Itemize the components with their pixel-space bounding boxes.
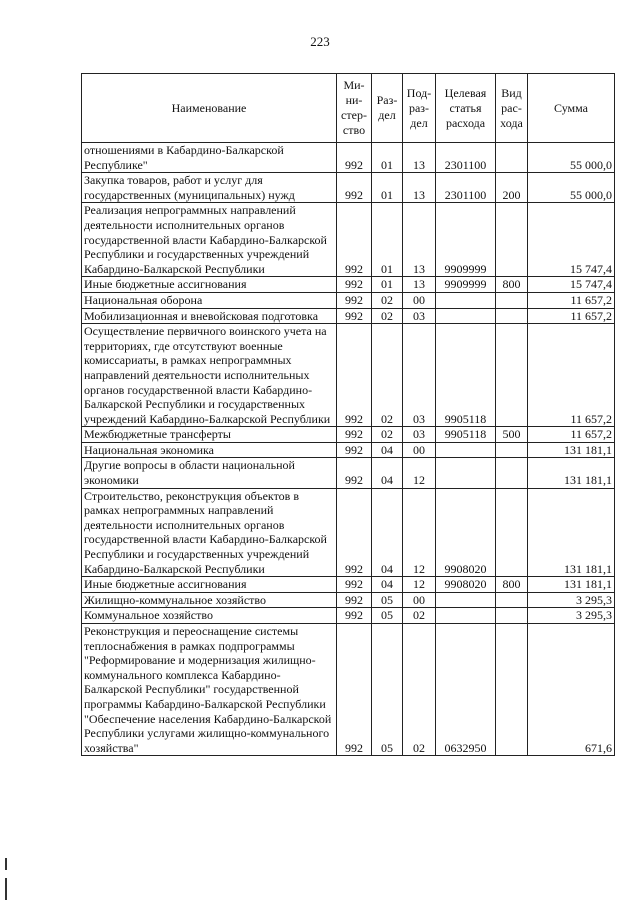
cell-target: 0632950: [436, 624, 496, 756]
cell-section: 01: [372, 203, 403, 277]
cell-target: [436, 458, 496, 488]
table-row: [82, 143, 615, 173]
table-row: [82, 592, 615, 608]
cell-ministry: 992: [337, 292, 372, 308]
cell-section: 04: [372, 577, 403, 593]
cell-name: Жилищно-коммунальное хозяйство: [82, 592, 337, 608]
cell-type: [496, 488, 528, 577]
cell-ministry: 992: [337, 308, 372, 324]
cell-ministry: 992: [337, 427, 372, 443]
cell-type: 800: [496, 577, 528, 593]
table-row: [82, 624, 615, 756]
cell-section: 02: [372, 427, 403, 443]
cell-sum: 15 747,4: [528, 277, 615, 293]
cell-type: [496, 292, 528, 308]
cell-type: [496, 203, 528, 277]
cell-name: Реконструкция и переоснащение системы теплоснабжения в рамках подпрограммы "Реформирование и модернизация жилищно-коммунального комплекса Кабардино-Балкарской Республики" государственной программы Кабардино-Балкарской Республики "Обеспечение населения Кабардино-Балкарской Республики услугами жилищно-коммунального хозяйства": [82, 624, 337, 756]
cell-name: Закупка товаров, работ и услуг для государственных (муниципальных) нужд: [82, 173, 337, 203]
cell-ministry: 992: [337, 442, 372, 458]
cell-target: [436, 608, 496, 624]
cell-name: Иные бюджетные ассигнования: [82, 277, 337, 293]
cell-ministry: 992: [337, 577, 372, 593]
cell-name: Строительство, реконструкция объектов в рамках непрограммных направлений деятельности исполнительных органов государственной власти Кабардино-Балкарской Республики и государственных учреждений Кабардино-Балкарской Республики: [82, 488, 337, 577]
cell-ministry: 992: [337, 488, 372, 577]
cell-target: [436, 592, 496, 608]
table-row: [82, 442, 615, 458]
cell-target: 9905118: [436, 427, 496, 443]
cell-sum: 55 000,0: [528, 143, 615, 173]
cell-name: Коммунальное хозяйство: [82, 608, 337, 624]
cell-type: [496, 308, 528, 324]
cell-type: [496, 624, 528, 756]
cell-sum: 11 657,2: [528, 308, 615, 324]
cell-subsection: 13: [403, 143, 436, 173]
cell-target: [436, 292, 496, 308]
scan-mark: [5, 878, 7, 900]
cell-ministry: 992: [337, 458, 372, 488]
cell-name: Межбюджетные трансферты: [82, 427, 337, 443]
cell-sum: 671,6: [528, 624, 615, 756]
cell-section: 01: [372, 173, 403, 203]
cell-name: Другие вопросы в области национальной экономики: [82, 458, 337, 488]
cell-sum: 131 181,1: [528, 488, 615, 577]
cell-name: Национальная оборона: [82, 292, 337, 308]
table-row: [82, 488, 615, 577]
cell-name: отношениями в Кабардино-Балкарской Республике": [82, 143, 337, 173]
table-row: [82, 577, 615, 593]
cell-type: [496, 592, 528, 608]
header-subsection: Под- раз- дел: [403, 74, 436, 143]
cell-subsection: 13: [403, 203, 436, 277]
cell-target: 9908020: [436, 488, 496, 577]
cell-type: [496, 458, 528, 488]
cell-type: 200: [496, 173, 528, 203]
cell-type: [496, 608, 528, 624]
cell-section: 02: [372, 292, 403, 308]
cell-section: 01: [372, 143, 403, 173]
cell-target: 2301100: [436, 143, 496, 173]
table-row: [82, 324, 615, 427]
scan-mark: [5, 858, 7, 870]
cell-sum: 11 657,2: [528, 292, 615, 308]
table-row: [82, 203, 615, 277]
cell-subsection: 13: [403, 173, 436, 203]
cell-subsection: 00: [403, 442, 436, 458]
table-row: [82, 292, 615, 308]
table-header-row: [82, 74, 615, 143]
cell-subsection: 03: [403, 308, 436, 324]
cell-subsection: 12: [403, 488, 436, 577]
cell-subsection: 12: [403, 458, 436, 488]
cell-section: 05: [372, 624, 403, 756]
cell-section: 04: [372, 458, 403, 488]
cell-type: 500: [496, 427, 528, 443]
header-ministry: Ми- ни- стер- ство: [337, 74, 372, 143]
cell-section: 04: [372, 442, 403, 458]
cell-ministry: 992: [337, 324, 372, 427]
cell-subsection: 12: [403, 577, 436, 593]
table-row: [82, 458, 615, 488]
cell-target: 2301100: [436, 173, 496, 203]
cell-target: 9909999: [436, 203, 496, 277]
cell-section: 05: [372, 592, 403, 608]
cell-sum: 131 181,1: [528, 458, 615, 488]
cell-sum: 15 747,4: [528, 203, 615, 277]
cell-name: Реализация непрограммных направлений деятельности исполнительных органов государственной власти Кабардино-Балкарской Республики и государственных учреждений Кабардино-Балкарской Республики: [82, 203, 337, 277]
cell-type: [496, 324, 528, 427]
cell-ministry: 992: [337, 592, 372, 608]
cell-name: Национальная экономика: [82, 442, 337, 458]
table-row: [82, 608, 615, 624]
budget-table: [81, 73, 615, 756]
cell-target: [436, 308, 496, 324]
cell-subsection: 03: [403, 324, 436, 427]
cell-target: 9909999: [436, 277, 496, 293]
cell-ministry: 992: [337, 608, 372, 624]
header-name: Наименование: [82, 74, 337, 143]
cell-section: 02: [372, 308, 403, 324]
cell-type: [496, 442, 528, 458]
cell-subsection: 03: [403, 427, 436, 443]
cell-name: Мобилизационная и вневойсковая подготовка: [82, 308, 337, 324]
cell-ministry: 992: [337, 203, 372, 277]
cell-sum: 3 295,3: [528, 592, 615, 608]
cell-sum: 131 181,1: [528, 442, 615, 458]
table-row: [82, 173, 615, 203]
cell-subsection: 13: [403, 277, 436, 293]
cell-sum: 131 181,1: [528, 577, 615, 593]
header-sum: Сумма: [528, 74, 615, 143]
cell-target: 9908020: [436, 577, 496, 593]
cell-ministry: 992: [337, 624, 372, 756]
cell-subsection: 00: [403, 592, 436, 608]
cell-sum: 11 657,2: [528, 324, 615, 427]
cell-ministry: 992: [337, 277, 372, 293]
header-section: Раз- дел: [372, 74, 403, 143]
cell-type: 800: [496, 277, 528, 293]
cell-target: 9905118: [436, 324, 496, 427]
table-row: [82, 308, 615, 324]
cell-section: 01: [372, 277, 403, 293]
cell-name: Иные бюджетные ассигнования: [82, 577, 337, 593]
header-type: Вид рас- хода: [496, 74, 528, 143]
cell-sum: 11 657,2: [528, 427, 615, 443]
cell-subsection: 00: [403, 292, 436, 308]
cell-target: [436, 442, 496, 458]
table-row: [82, 427, 615, 443]
cell-section: 02: [372, 324, 403, 427]
cell-type: [496, 143, 528, 173]
cell-ministry: 992: [337, 143, 372, 173]
cell-section: 04: [372, 488, 403, 577]
page-number: 223: [310, 34, 330, 49]
cell-subsection: 02: [403, 608, 436, 624]
cell-subsection: 02: [403, 624, 436, 756]
cell-section: 05: [372, 608, 403, 624]
table-row: [82, 277, 615, 293]
cell-sum: 55 000,0: [528, 173, 615, 203]
cell-sum: 3 295,3: [528, 608, 615, 624]
header-target: Целевая статья расхода: [436, 74, 496, 143]
cell-ministry: 992: [337, 173, 372, 203]
cell-name: Осуществление первичного воинского учета на территориях, где отсутствуют военные комиссариаты, в рамках непрограммных направлений деятельности исполнительных органов государственной власти Кабардино-Балкарской Республики и государственных учреждений Кабардино-Балкарской Республики: [82, 324, 337, 427]
